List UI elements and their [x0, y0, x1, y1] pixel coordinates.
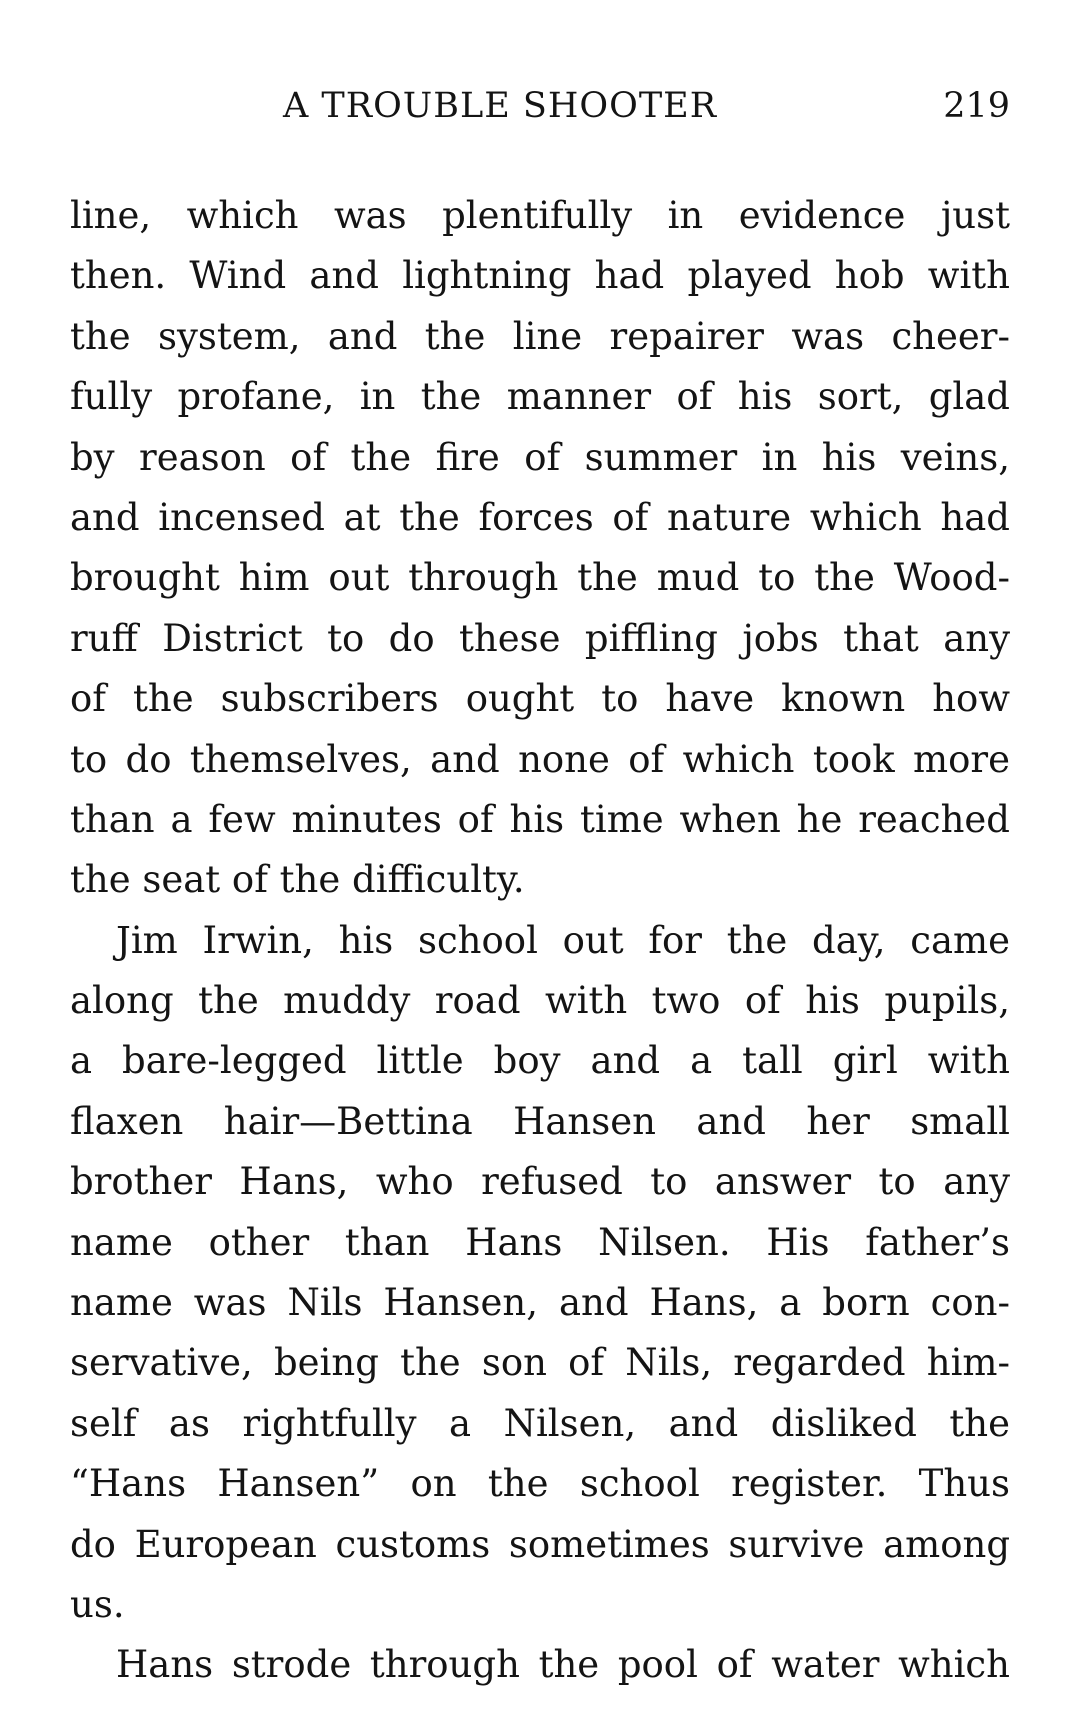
text-line: self as rightfully a Nilsen, and disliked the	[70, 1401, 1010, 1445]
text-line: “Hans Hansen” on the school register. Thus	[70, 1462, 1010, 1506]
running-title: A TROUBLE SHOOTER	[283, 86, 718, 126]
text-line: to do themselves, and none of which took more	[70, 737, 1010, 781]
text-line: of the subscribers ought to have known how	[70, 677, 1010, 721]
text-line: us.	[70, 1582, 125, 1626]
text-line: name was Nils Hansen, and Hans, a born con-	[70, 1281, 1010, 1325]
text-line: and incensed at the forces of nature which had	[70, 495, 1010, 539]
body-text	[70, 186, 1010, 1696]
text-line: then. Wind and lightning had played hob with	[70, 254, 1010, 298]
text-line: Hans strode through the pool of water which	[116, 1643, 1010, 1687]
text-line: brought him out through the mud to the Wood-	[70, 556, 1010, 600]
text-line: the seat of the difficulty.	[70, 858, 525, 902]
text-line: by reason of the fire of summer in his veins,	[70, 435, 1010, 479]
text-line: than a few minutes of his time when he reached	[70, 797, 1010, 841]
text-line: ruff District to do these piffling jobs that any	[70, 616, 1010, 660]
page-number: 219	[943, 86, 1010, 126]
text-line: brother Hans, who refused to answer to any	[70, 1160, 1010, 1204]
text-line: Jim Irwin, his school out for the day, came	[116, 918, 1010, 962]
text-line: a bare-legged little boy and a tall girl with	[70, 1039, 1010, 1083]
text-line: along the muddy road with two of his pupils,	[70, 979, 1010, 1023]
text-line: the system, and the line repairer was cheer-	[70, 314, 1010, 358]
text-line: name other than Hans Nilsen. His father’s	[70, 1220, 1010, 1264]
text-line: line, which was plentifully in evidence just	[70, 194, 1010, 237]
text-line: fully profane, in the manner of his sort, glad	[70, 375, 1010, 419]
text-line: do European customs sometimes survive among	[70, 1522, 1010, 1566]
text-line: flaxen hair—Bettina Hansen and her small	[70, 1099, 1010, 1143]
running-head	[70, 86, 1010, 134]
text-line: servative, being the son of Nils, regarded him-	[70, 1341, 1010, 1385]
